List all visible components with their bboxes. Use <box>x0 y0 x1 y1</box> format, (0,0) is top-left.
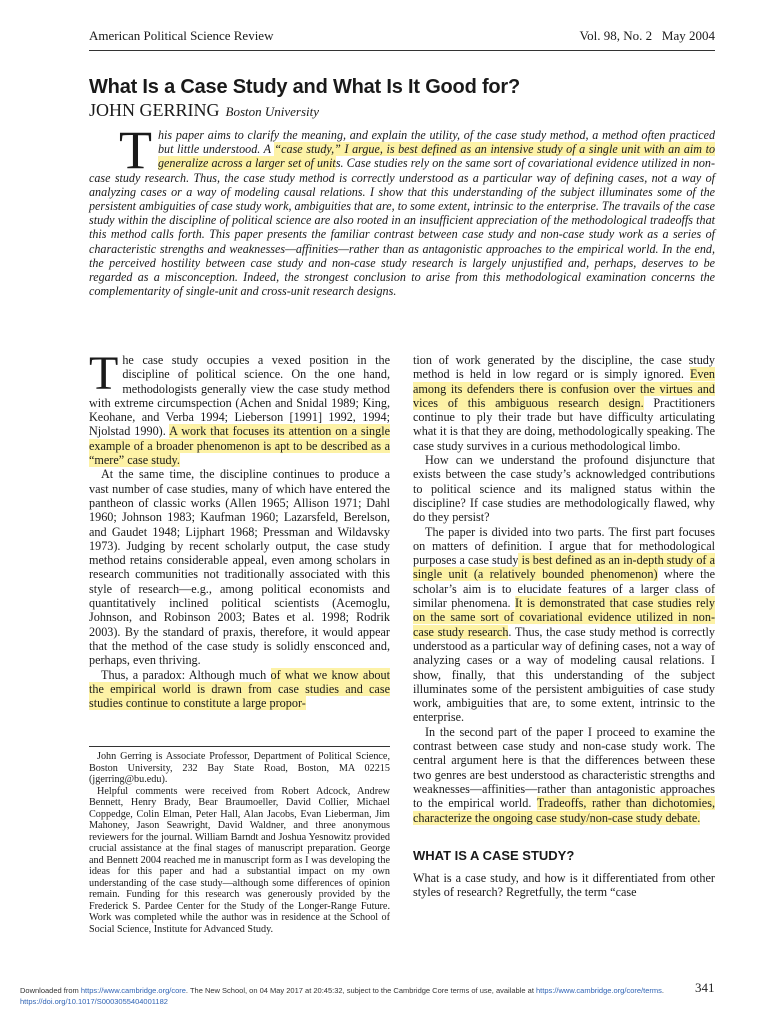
paragraph-two-parts <box>413 525 715 725</box>
download-text: . <box>661 986 664 995</box>
download-text: . The New School, on 04 May 2017 at 20:45:32, subject to the Cambridge Core terms of use, available at <box>185 986 536 995</box>
download-text: Downloaded from <box>20 986 81 995</box>
cambridge-core-link[interactable]: https://www.cambridge.org/core <box>80 986 186 995</box>
paragraph-text: In the second part of the paper I proceed to examine the contrast between case study and non-case study work. The central argument here is that the differences between these two genres are best understood as characteristic strengths and weaknesses—affinities—rather than antagonistic approaches to the empirical world. <box>413 724 715 811</box>
right-column <box>413 353 715 900</box>
footnote-author: John Gerring is Associate Professor, Department of Political Science, Boston University, 232 Bay State Road, Boston, MA 02215 (jgerring@bu.edu). <box>89 751 390 785</box>
abstract-text-1: his paper aims to clarify the meaning, and explain the utility, of the case study method, a method often practiced but little understood. A <box>158 128 715 157</box>
highlight-empirical-world: of what we know about the empirical world is drawn from case studies and case studies continue to constitute a large propor- <box>89 667 390 711</box>
footnote-acknowledgments: Helpful comments were received from Robert Adcock, Andrew Bennett, Henry Brady, Bear Braumoeller, David Collier, Michael Coppedge, Colin Elman, Peter Hall, Alan Jacobs, Evan Lieberman, Jim Mahoney, Jason Seawright, David Waldner, and three anonymous reviewers for the journal. William Barndt and Joshua Yesnowitz provided crucial assistance at the final stages of manuscript preparation. George and Bennett 2004 reached me in manuscript form as I was developing the ideas for this paper and had a substantial impact on my own understanding of the case study—although some differences of opinion remain. Funding for this research was generously provided by the Frederick S. Pardee Center for the Study of the Longer-Range Future. Work was completed while the author was in residence at the School of Social Science, Institute for Advanced Study. <box>89 785 390 935</box>
author-name: JOHN GERRING <box>89 100 220 120</box>
author-affiliation: Boston University <box>225 104 320 119</box>
abstract <box>89 120 716 299</box>
issue-info: Vol. 98, No. 2 May 2004 <box>579 28 715 43</box>
paragraph-second-part <box>413 725 715 825</box>
paragraph-text: . Thus, the case study method is correctly understood as a particular way of defining cases, not a way of analyzing cases or a way of modeling causal relations. I show, finally, that this understanding of the subject illuminates some of the persistent ambiguities of case study work, ambiguities that are, to some extent, intrinsic to the enterprise. <box>413 624 715 725</box>
paragraph-disjuncture: How can we understand the profound disjuncture that exists between the case study’s acknowledged contributions to political science and its maligned status within the discipline? If case studies are methodologically flawed, why do they persist? <box>413 453 715 525</box>
download-notice <box>20 985 730 1007</box>
page-number: 341 <box>695 980 715 995</box>
running-header <box>89 28 715 51</box>
article-title: What Is a Case Study and What Is It Good for? <box>89 76 521 98</box>
doi-link[interactable]: https://doi.org/10.1017/S0003055404001182 <box>20 997 168 1006</box>
highlight-definition: is best defined as an in-depth study of a single unit (a relatively bounded phenomenon) <box>413 553 715 582</box>
highlight-defenders-confusion: Even among its defenders there is confusion over the virtues and vices of this ambiguous research design. <box>413 367 715 410</box>
abstract-highlight: “case study,” I argue, is best defined as an intensive study of a single unit with an aim to generalize across a larger set of unit <box>158 142 715 171</box>
paragraph-what-is: What is a case study, and how is it differentiated from other styles of research? Regretfully, the term “case <box>413 871 715 900</box>
byline <box>89 100 319 121</box>
highlight-tradeoffs: Tradeoffs, rather than dichotomies, characterize the ongoing case study/non-case study debate. <box>413 796 715 825</box>
paragraph-paradox <box>89 668 390 711</box>
paragraph-text: where the scholar’s aim is to elucidate features of a larger class of similar phenomena. <box>413 567 715 611</box>
highlight-covariational: It is demonstrated that case studies rely on the same sort of covariational evidence utilized in non-case study research <box>413 596 715 639</box>
section-heading: WHAT IS A CASE STUDY? <box>413 847 575 863</box>
journal-name: American Political Science Review <box>89 28 274 43</box>
paragraph-text: Thus, a paradox: Although much <box>101 667 271 682</box>
paragraph-text: The paper is divided into two parts. The first part focuses on matters of definition. I argue that for methodological purposes a case study <box>413 524 715 568</box>
paragraph-intro <box>89 347 391 468</box>
paragraph-text: Practitioners continue to ply their trade but have difficulty articulating what it is that they are doing, methodologically speaking. The case study survives in a curious methodological limbo. <box>413 395 715 453</box>
abstract-text-2: s. Case studies rely on the same sort of covariational evidence utilized in non-case study research. Thus, the case study method is correctly understood as a particular way of defining cases, not a way of analyzing cases or a way of modeling causal relations. I show that this understanding of the subject illuminates some of the persistent ambiguities of case study work, ambiguities that are, to some extent, intrinsic to the enterprise. The travails of the case study within the discipline of political science are also rooted in an insufficient appreciation of the methodological tradeoffs that this method calls forth. This paper presents the familiar contrast between case study and non-case study work as a series of characteristic strengths and weaknesses—affinities—rather than as antagonistic approaches to the empirical world. In the end, the perceived hostility between case study and non-case study research is largely unjustified and, perhaps, deserves to be regarded as a misconception. Indeed, the strongest conclusion to arise from this methodological examination concerns the complementarity of single-unit and cross-unit research designs. <box>89 156 716 299</box>
left-column <box>89 347 391 711</box>
paragraph-text: tion of work generated by the discipline, the case study method is held in low regard or is simply ignored. <box>413 353 715 382</box>
highlight-mere-case-study: A work that focuses its attention on a single example of a broader phenomenon is apt to be described as a “mere” case study. <box>89 424 391 468</box>
footnotes <box>89 746 390 935</box>
paragraph-continued <box>413 353 715 453</box>
terms-link[interactable]: https://www.cambridge.org/core/terms <box>535 986 662 995</box>
body-dropcap: T <box>89 347 119 400</box>
abstract-dropcap: T <box>119 120 152 180</box>
paragraph-text: he case study occupies a vexed position in the discipline of political science. On the one hand, methodologists generally view the case study method with extreme circumspection (Achen and Snidal 1989; King, Keohane, and Verba 1994; Lieberson [1991] 1992, 1994; Njolstad 1990). <box>89 353 390 439</box>
paragraph-praxis: At the same time, the discipline continues to produce a vast number of case studies, many of which have entered the pantheon of classic works (Allen 1965; Allison 1971; Dahl 1960; Johnson 1983; Kaufman 1960; Lazarsfeld, Berelson, and Gaudet 1948; Lijphart 1968; Pressman and Wildavsky 1973). Judging by recent scholarly output, the case study method retains considerable appeal, even among scholars in research communities not traditionally associated with this style of research—e.g., among political economists and quantitatively inclined political scientists (Acemoglu, Johnson, and Robinson 2003; Bates et al. 1998; Rodrik 2003). By the standard of praxis, therefore, it would appear that the method of the case study is solidly ensconced and, perhaps, even thriving. <box>89 467 390 668</box>
